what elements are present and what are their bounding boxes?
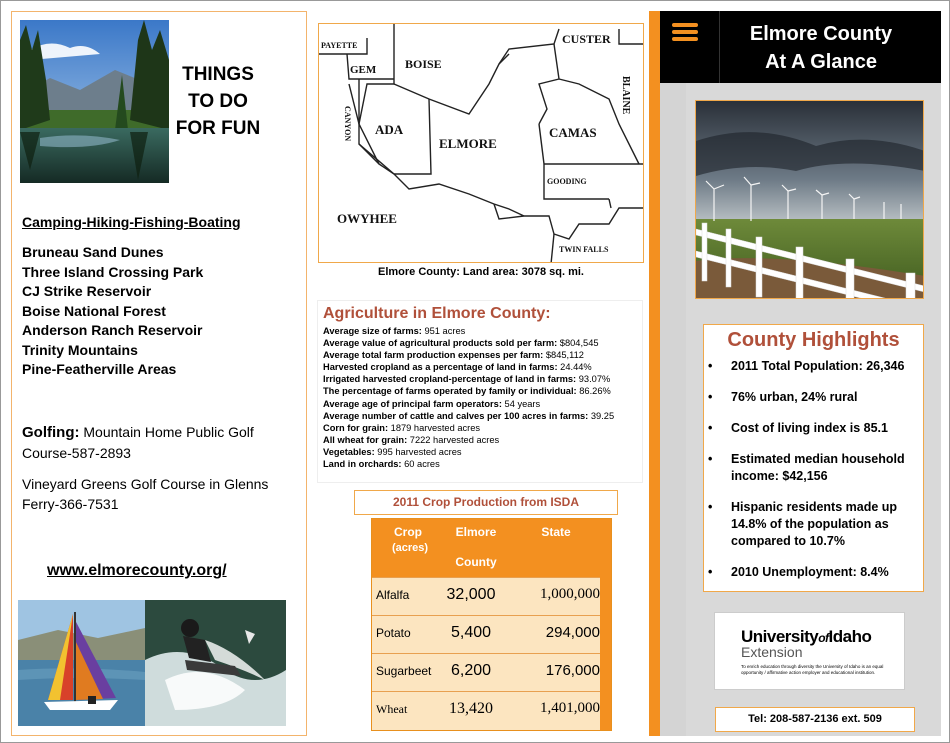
list-item bbox=[323, 398, 642, 410]
crop-name: Alfalfa bbox=[376, 588, 410, 602]
agriculture-section bbox=[317, 300, 643, 483]
list-item bbox=[323, 325, 642, 337]
page-title bbox=[721, 20, 921, 76]
list-item: • 2010 Unemployment: 8.4% bbox=[704, 564, 923, 581]
lake-landscape-photo bbox=[20, 20, 169, 183]
agriculture-label: Average age of principal farm operators: bbox=[323, 398, 502, 409]
agriculture-value: 24.44% bbox=[557, 362, 592, 373]
table-row bbox=[372, 577, 600, 615]
agriculture-label: Land in orchards: bbox=[323, 459, 402, 470]
crop-elmore: 13,420 bbox=[449, 700, 493, 717]
agriculture-value: 93.07% bbox=[576, 374, 611, 385]
logo-disclaimer: To enrich education through diversity the University of Idaho is an equal opportunity / affirmative action employer and educational institution. bbox=[741, 664, 884, 675]
map-label-elmore: ELMORE bbox=[439, 136, 497, 151]
agriculture-list bbox=[323, 325, 642, 470]
crop-state: 1,401,000 bbox=[540, 700, 600, 716]
agriculture-value: 951 acres bbox=[421, 326, 466, 336]
menu-icon[interactable] bbox=[669, 20, 701, 48]
wind-farm-photo bbox=[695, 100, 924, 299]
agriculture-value: $804,545 bbox=[557, 338, 599, 349]
list-item: • 2011 Total Population: 26,346 bbox=[704, 358, 923, 375]
list-item bbox=[323, 385, 642, 397]
activities-heading: Camping-Hiking-Fishing-Boating bbox=[22, 214, 241, 230]
map-label-payette: PAYETTE bbox=[321, 41, 358, 50]
telephone: Tel: 208-587-2136 ext. 509 bbox=[715, 707, 915, 732]
website-link[interactable]: www.elmorecounty.org/ bbox=[47, 562, 227, 579]
table-row bbox=[372, 653, 600, 691]
crop-state: 176,000 bbox=[545, 662, 600, 679]
list-item: Pine-Featherville Areas bbox=[22, 361, 177, 377]
map-label-custer: CUSTER bbox=[562, 32, 611, 46]
logo-idaho: Idaho bbox=[828, 627, 872, 646]
header-county: County bbox=[455, 555, 497, 569]
golf-course-1: Mountain Home Public Golf Course-587-2893 bbox=[22, 424, 254, 461]
map-caption: Elmore County: Land area: 3078 sq. mi. bbox=[377, 266, 584, 278]
map-label-camas: CAMAS bbox=[549, 125, 597, 140]
list-item bbox=[323, 446, 642, 458]
agriculture-label: Average size of farms: bbox=[323, 326, 422, 336]
map-label-ada: ADA bbox=[375, 122, 404, 137]
crop-table bbox=[371, 518, 612, 731]
golf-course-2: Vineyard Greens Golf Course in Glenns Ferry-366-7531 bbox=[22, 476, 269, 512]
agriculture-label: Vegetables: bbox=[323, 446, 375, 457]
agriculture-value: 995 harvested acres bbox=[374, 446, 462, 457]
agriculture-label: The percentage of farms operated by family or individual: bbox=[323, 386, 577, 397]
agriculture-value: 60 acres bbox=[401, 459, 440, 470]
crop-table-header bbox=[372, 519, 612, 577]
list-item: • Estimated median household income: $42,156 bbox=[704, 451, 923, 485]
agriculture-value: 39.25 bbox=[588, 410, 615, 421]
crop-state: 1,000,000 bbox=[540, 586, 600, 602]
list-item bbox=[323, 361, 642, 373]
list-item: Bruneau Sand Dunes bbox=[22, 244, 164, 260]
logo-university: University bbox=[741, 627, 819, 646]
crop-name: Sugarbeet bbox=[376, 664, 432, 678]
crop-elmore: 32,000 bbox=[446, 586, 496, 603]
crop-production-title: 2011 Crop Production from ISDA bbox=[354, 490, 618, 515]
map-label-twin-falls: TWIN FALLS bbox=[559, 245, 609, 254]
agriculture-value: 54 years bbox=[501, 398, 541, 409]
list-item bbox=[323, 337, 642, 349]
agriculture-value: 86.26% bbox=[576, 386, 611, 397]
county-highlights-section bbox=[703, 324, 924, 592]
list-item: Three Island Crossing Park bbox=[22, 263, 204, 280]
agriculture-label: Harvested cropland as a percentage of land in farms: bbox=[323, 362, 558, 373]
agriculture-value: 7222 harvested acres bbox=[407, 434, 500, 445]
crop-name: Potato bbox=[376, 626, 411, 640]
sailboat-photo bbox=[18, 600, 145, 726]
map-label-boise: BOISE bbox=[405, 57, 442, 71]
list-item bbox=[323, 349, 642, 361]
crop-name: Wheat bbox=[376, 702, 408, 716]
column-divider bbox=[649, 11, 660, 736]
list-item: • Hispanic residents made up 14.8% of the population as compared to 10.7% bbox=[704, 499, 923, 550]
list-item bbox=[323, 434, 642, 446]
list-item: Anderson Ranch Reservoir bbox=[22, 322, 203, 338]
table-row bbox=[372, 691, 600, 729]
jetski-photo bbox=[145, 600, 286, 726]
map-label-gem: GEM bbox=[350, 64, 377, 76]
agriculture-label: Average number of cattle and calves per 100 acres in farms: bbox=[323, 410, 589, 421]
crop-state: 294,000 bbox=[545, 624, 600, 641]
header-divider bbox=[719, 11, 720, 83]
things-to-do-title: THINGS TO DO FOR FUN bbox=[175, 64, 261, 139]
agriculture-label: Irrigated harvested cropland-percentage of land in farms: bbox=[323, 374, 577, 385]
agriculture-label: Corn for grain: bbox=[323, 422, 389, 433]
highlights-title: County Highlights bbox=[727, 329, 900, 351]
golf-info-1 bbox=[22, 422, 297, 464]
list-item: • Cost of living index is 85.1 bbox=[704, 420, 923, 437]
agriculture-title: Agriculture in Elmore County: bbox=[323, 305, 551, 322]
title-line-2: At A Glance bbox=[765, 51, 877, 73]
agriculture-label: Average value of agricultural products sold per farm: bbox=[323, 338, 558, 349]
map-label-gooding: GOODING bbox=[547, 177, 587, 186]
crop-elmore: 6,200 bbox=[450, 662, 492, 679]
map-label-owyhee: OWYHEE bbox=[337, 211, 397, 226]
list-item bbox=[323, 373, 642, 385]
header-elmore: Elmore bbox=[455, 525, 497, 539]
list-item bbox=[323, 422, 642, 434]
crop-table-side-bar bbox=[600, 577, 612, 731]
column-divider-gray bbox=[660, 83, 686, 736]
header-crop: Crop bbox=[394, 525, 422, 539]
highlights-list bbox=[704, 358, 923, 581]
list-item: Trinity Mountains bbox=[22, 341, 138, 358]
logo-of: of bbox=[818, 631, 829, 645]
golf-label: Golfing: bbox=[22, 424, 80, 441]
agriculture-label: Average total farm production expenses per farm: bbox=[323, 350, 544, 361]
table-row bbox=[372, 615, 600, 653]
agriculture-value: 1879 harvested acres bbox=[388, 422, 481, 433]
list-item bbox=[323, 410, 642, 422]
list-item: • 76% urban, 24% rural bbox=[704, 389, 923, 406]
agriculture-label: All wheat for grain: bbox=[323, 434, 408, 445]
list-item: Boise National Forest bbox=[22, 302, 166, 319]
title-line-1: Elmore County bbox=[749, 23, 893, 45]
places-list bbox=[22, 243, 203, 380]
map-label-blaine: BLAINE bbox=[620, 76, 631, 115]
crop-elmore: 5,400 bbox=[450, 624, 492, 641]
list-item bbox=[323, 458, 642, 470]
county-map bbox=[318, 23, 644, 263]
list-item: CJ Strike Reservoir bbox=[22, 283, 152, 299]
logo-extension: Extension bbox=[741, 644, 803, 660]
agriculture-value: $845,112 bbox=[543, 350, 584, 361]
header-state: State bbox=[541, 525, 571, 539]
header-crop-unit: (acres) bbox=[391, 542, 429, 554]
university-logo bbox=[714, 612, 905, 690]
map-label-canyon: CANYON bbox=[343, 106, 352, 142]
